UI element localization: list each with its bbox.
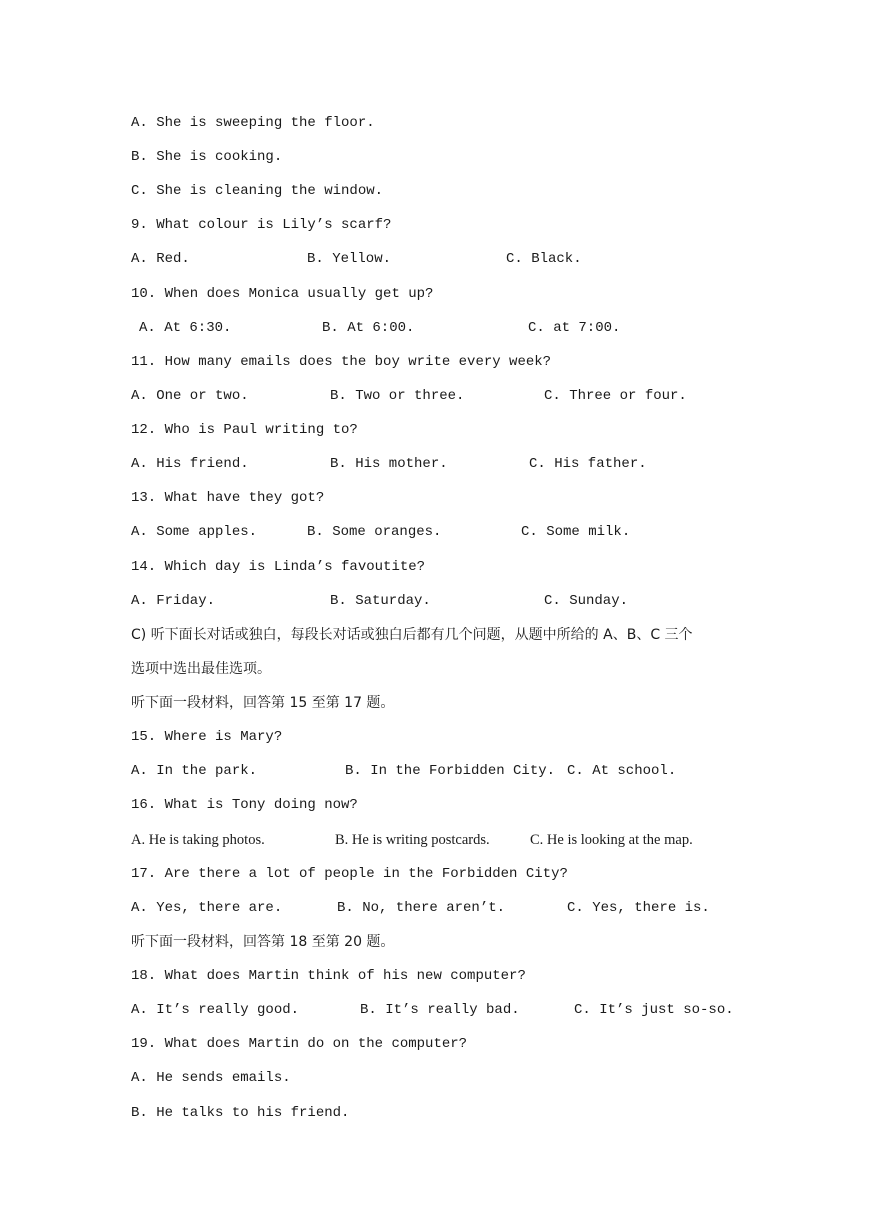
material-intro-18-20: 听下面一段材料，回答第 18 至第 20 题。 (131, 934, 395, 950)
option-a: A. He is taking photos. (131, 832, 265, 848)
option-c: C. At school. (567, 763, 677, 779)
question-13: 13. What have they got? (131, 490, 325, 506)
option-line: A. She is sweeping the floor. (131, 115, 375, 131)
question-10: 10. When does Monica usually get up? (131, 286, 434, 302)
option-b: B. In the Forbidden City. (345, 763, 556, 779)
option-a: A. Some apples. (131, 524, 258, 540)
material-intro-15-17: 听下面一段材料，回答第 15 至第 17 题。 (131, 695, 395, 711)
option-line: C. She is cleaning the window. (131, 183, 384, 199)
option-c: C. It’s just so-so. (574, 1002, 734, 1018)
section-c-instructions: C) 听下面长对话或独白，每段长对话或独白后都有几个问题，从题中所给的 A、B、C 三个 (131, 627, 693, 643)
question-18: 18. What does Martin think of his new computer? (131, 968, 526, 984)
question-12: 12. Who is Paul writing to? (131, 422, 358, 438)
option-a: A. Yes, there are. (131, 900, 283, 916)
option-a: A. One or two. (131, 388, 249, 404)
option-c: C. Black. (506, 251, 582, 267)
option-a: A. His friend. (131, 456, 249, 472)
option-b: B. Yellow. (307, 251, 392, 267)
option-a: A. In the park. (131, 763, 258, 779)
question-11: 11. How many emails does the boy write every week? (131, 354, 552, 370)
option-b: B. Some oranges. (307, 524, 442, 540)
section-c-instructions-cont: 选项中选出最佳选项。 (131, 661, 271, 677)
question-9: 9. What colour is Lily’s scarf? (131, 217, 392, 233)
option-c: C. Yes, there is. (567, 900, 710, 916)
option-c: C. He is looking at the map. (530, 832, 693, 848)
option-a: A. Red. (131, 251, 190, 267)
question-15: 15. Where is Mary? (131, 729, 283, 745)
option-a: A. At 6:30. (139, 320, 232, 336)
option-a: A. It’s really good. (131, 1002, 300, 1018)
option-c: C. Sunday. (544, 593, 629, 609)
option-b: B. He is writing postcards. (335, 832, 490, 848)
option-c: C. Three or four. (544, 388, 687, 404)
question-16: 16. What is Tony doing now? (131, 797, 358, 813)
option-a: A. Friday. (131, 593, 216, 609)
option-c: C. Some milk. (521, 524, 631, 540)
option-line: B. She is cooking. (131, 149, 283, 165)
option-line: B. He talks to his friend. (131, 1105, 350, 1121)
question-14: 14. Which day is Linda’s favoutite? (131, 559, 426, 575)
option-b: B. His mother. (330, 456, 448, 472)
option-b: B. Two or three. (330, 388, 465, 404)
option-c: C. at 7:00. (528, 320, 621, 336)
option-b: B. At 6:00. (322, 320, 415, 336)
option-b: B. It’s really bad. (360, 1002, 520, 1018)
option-c: C. His father. (529, 456, 647, 472)
question-17: 17. Are there a lot of people in the Forbidden City? (131, 866, 568, 882)
option-b: B. Saturday. (330, 593, 431, 609)
option-line: A. He sends emails. (131, 1070, 291, 1086)
question-19: 19. What does Martin do on the computer? (131, 1036, 468, 1052)
option-b: B. No, there aren’t. (337, 900, 506, 916)
